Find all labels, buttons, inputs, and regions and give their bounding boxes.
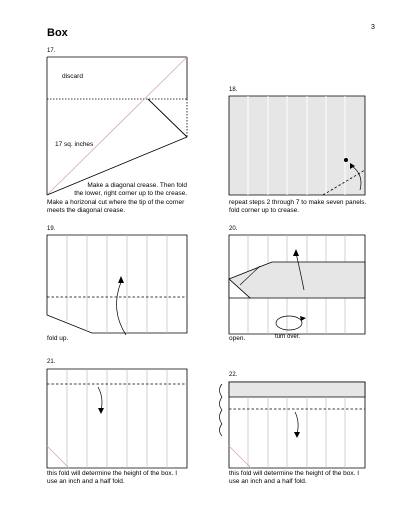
step-19-caption: fold up. <box>47 335 69 342</box>
step-17-caption <box>47 182 187 198</box>
step-17-caption-line-3: Make a horizonal cut where the tip of the corner <box>47 199 185 206</box>
page-title: Box <box>47 27 68 39</box>
step-22-number: 22. <box>229 372 238 378</box>
page-number: 3 <box>371 24 375 31</box>
step-17-caption-cont <box>47 199 207 215</box>
step-19-number: 19. <box>47 226 56 232</box>
step-17-area-label: 17 sq. inches <box>55 141 94 148</box>
step-21-caption-line-1: this fold will determine the height of the box. I <box>47 470 178 477</box>
step-22-caption-line-2: use an inch and a half fold. <box>229 478 307 485</box>
step-17-discard-label: discard <box>62 73 83 80</box>
step-20-number: 20. <box>229 226 238 232</box>
step-21-caption-line-2: use an inch and a half fold. <box>47 478 125 485</box>
step-22-diagram <box>220 382 366 468</box>
step-22-caption <box>229 470 389 486</box>
step-17-caption-line-1: Make a diagonal crease. Then fold <box>87 182 187 189</box>
step-17-caption-line-2: the lower, right corner up to the crease. <box>74 190 187 197</box>
step-21-caption <box>47 470 207 486</box>
step-18-caption-line-2: fold corner up to crease. <box>229 207 300 214</box>
step-17-number: 17. <box>47 48 56 54</box>
step-18-caption <box>229 199 389 215</box>
step-20-caption: open. <box>229 335 246 342</box>
step-18-caption-line-1: repeat steps 2 through 7 to make seven panels. <box>229 199 367 206</box>
step-17-caption-line-4: meets the diagonal crease. <box>47 207 126 214</box>
step-20-turn-over-label: turn over. <box>275 334 301 340</box>
step-18-number: 18. <box>229 87 238 93</box>
step-22-caption-line-1: this fold will determine the height of the box. I <box>229 470 360 477</box>
step-20-diagram <box>229 235 365 334</box>
step-21-diagram <box>47 369 187 468</box>
step-21-number: 21. <box>47 359 56 365</box>
step-18-diagram <box>229 96 365 195</box>
step-19-diagram <box>47 235 187 335</box>
